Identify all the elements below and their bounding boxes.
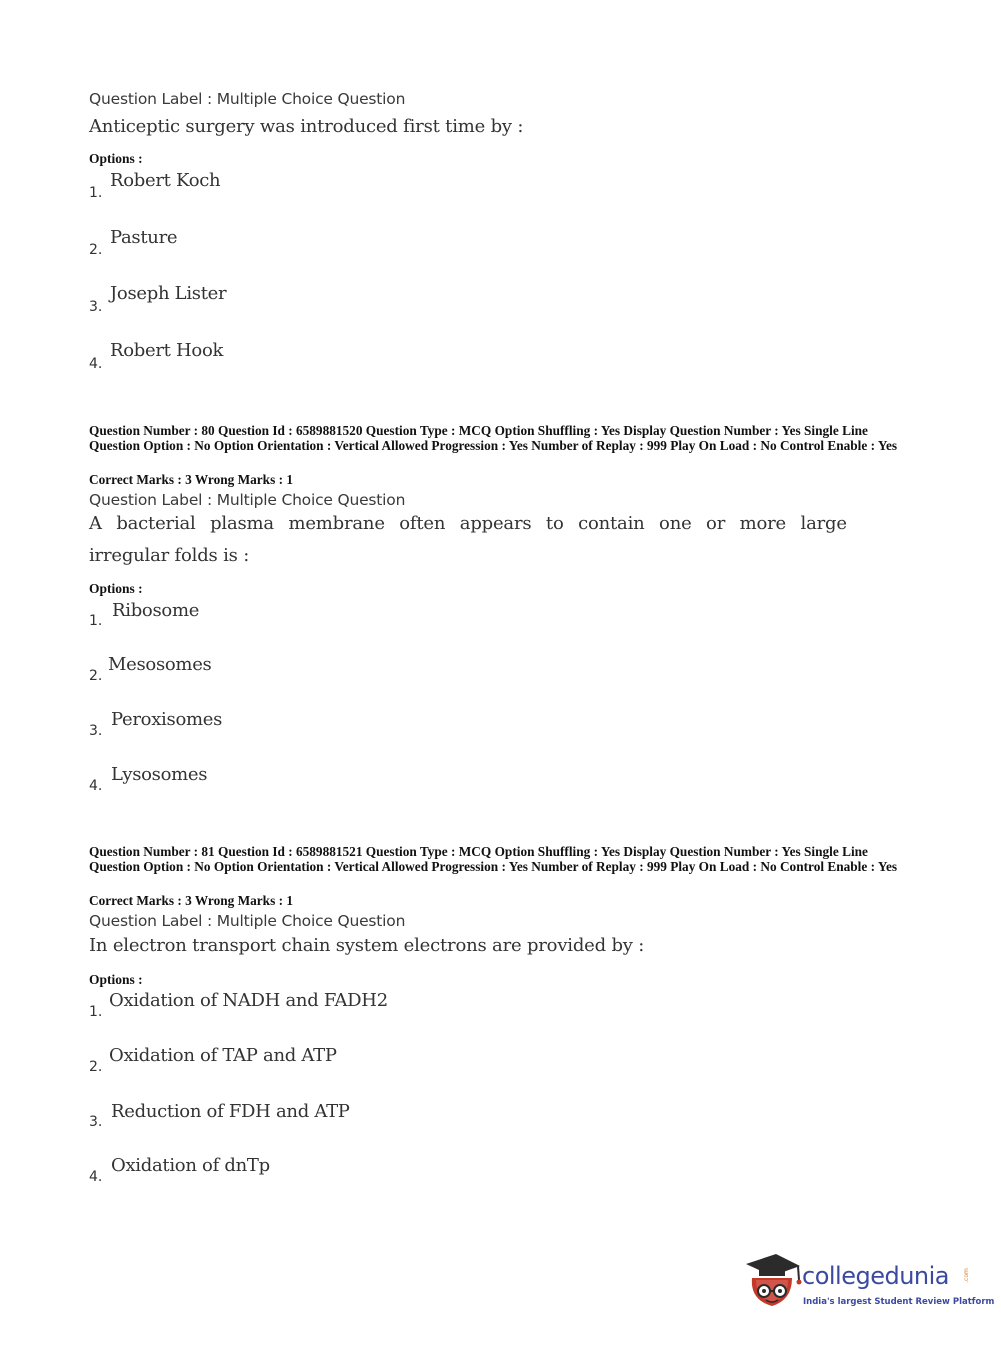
option-text: Oxidation of dnTp <box>111 1155 270 1176</box>
graduate-mascot-icon <box>742 1248 804 1312</box>
option-number: 4. <box>89 1169 103 1185</box>
logo-suffix: .com <box>962 1268 970 1283</box>
option-text: Oxidation of TAP and ATP <box>109 1045 337 1066</box>
option-number: 2. <box>89 668 103 684</box>
option-number: 1. <box>89 1004 103 1020</box>
options-heading: Options : <box>89 972 143 987</box>
question-label: Question Label : Multiple Choice Question <box>89 491 406 509</box>
question-text: In electron transport chain system electrons are provided by : <box>89 935 645 956</box>
option-number: 3. <box>89 299 103 315</box>
option-text: Joseph Lister <box>110 283 227 304</box>
option-number: 3. <box>89 1114 103 1130</box>
option-text: Pasture <box>110 227 178 248</box>
option-number: 4. <box>89 778 103 794</box>
option-number: 4. <box>89 356 103 372</box>
logo-wordmark: collegedunia <box>802 1262 950 1290</box>
option-text: Lysosomes <box>111 764 208 785</box>
option-number: 2. <box>89 242 103 258</box>
question-label: Question Label : Multiple Choice Question <box>89 90 406 108</box>
logo-tagline: India's largest Student Review Platform <box>803 1297 995 1307</box>
option-text: Oxidation of NADH and FADH2 <box>109 990 388 1011</box>
options-heading: Options : <box>89 151 143 166</box>
option-number: 2. <box>89 1059 103 1075</box>
option-text: Reduction of FDH and ATP <box>111 1101 350 1122</box>
question-text-line-1: A bacterial plasma membrane often appears to contain one or more large <box>89 513 847 534</box>
option-text: Robert Hook <box>110 340 224 361</box>
question-text: Anticeptic surgery was introduced first time by : <box>89 116 524 137</box>
question-text-line-2: irregular folds is : <box>89 545 250 566</box>
option-text: Peroxisomes <box>111 709 223 730</box>
question-label: Question Label : Multiple Choice Question <box>89 912 406 930</box>
option-text: Mesosomes <box>108 654 212 675</box>
question-marks: Correct Marks : 3 Wrong Marks : 1 <box>89 472 293 487</box>
question-metadata: Question Number : 80 Question Id : 6589881520 Question Type : MCQ Option Shuffling : Yes Display Question Number : Yes Single Line Question Option : No Option Orientation : Vertical Allowed Progression : Yes Number of Replay : 999 Play On Load : No Control Enable : Yes <box>89 423 898 453</box>
option-text: Robert Koch <box>110 170 221 191</box>
option-text: Ribosome <box>112 600 200 621</box>
question-marks: Correct Marks : 3 Wrong Marks : 1 <box>89 893 293 908</box>
options-heading: Options : <box>89 581 143 596</box>
collegedunia-logo[interactable] <box>742 1248 995 1318</box>
option-number: 1. <box>89 185 103 201</box>
question-metadata: Question Number : 81 Question Id : 6589881521 Question Type : MCQ Option Shuffling : Yes Display Question Number : Yes Single Line Question Option : No Option Orientation : Vertical Allowed Progression : Yes Number of Replay : 999 Play On Load : No Control Enable : Yes <box>89 844 898 874</box>
option-number: 1. <box>89 613 103 629</box>
option-number: 3. <box>89 723 103 739</box>
